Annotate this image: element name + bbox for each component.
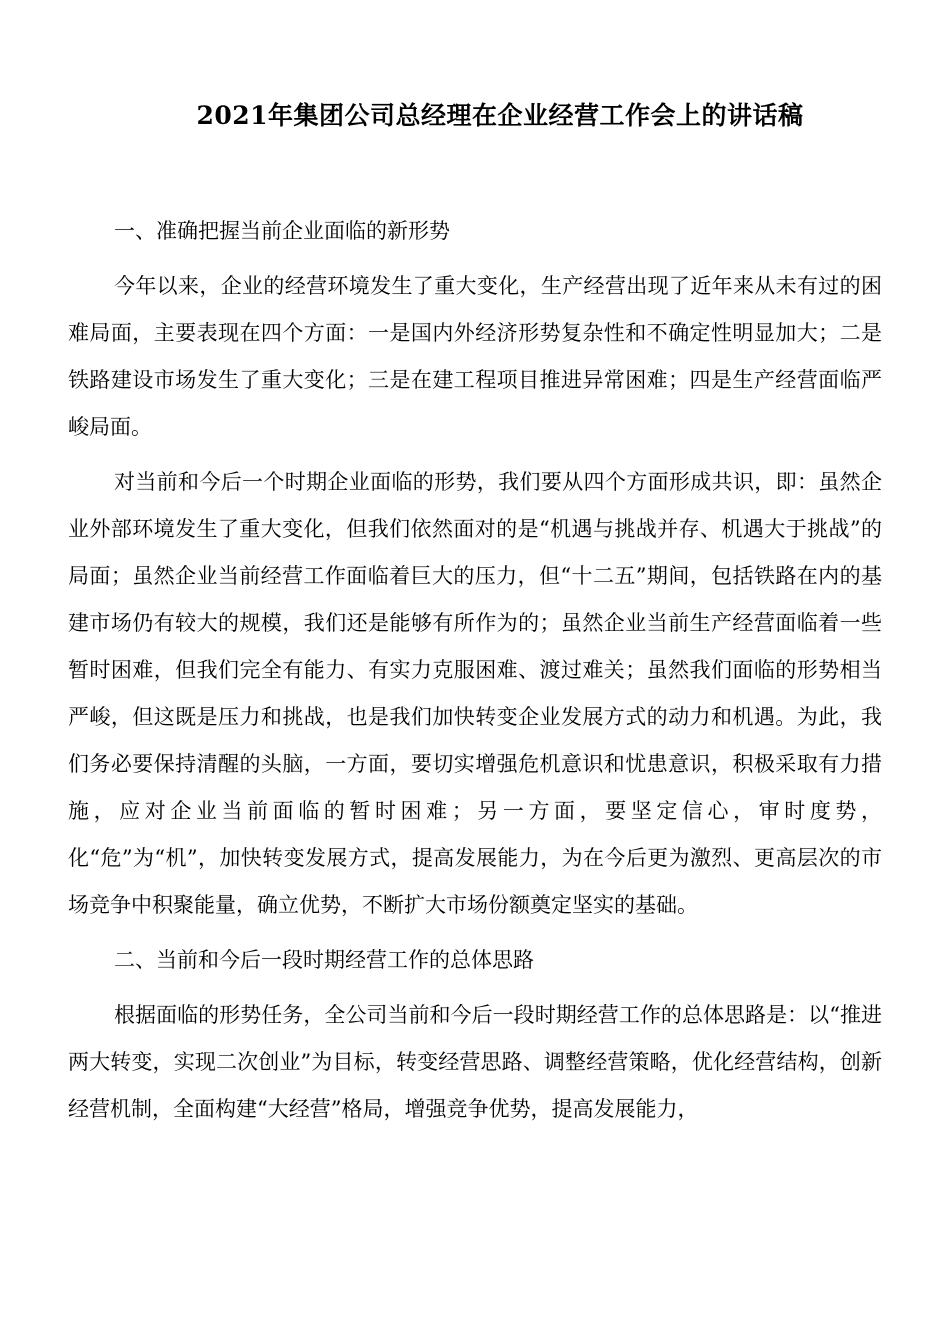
document-body: [68, 208, 882, 1141]
section-1-heading: 一、准确把握当前企业面临的新形势: [114, 219, 450, 243]
document-title: 2021年集团公司总经理在企业经营工作会上的讲话稿: [196, 101, 804, 130]
section-1-paragraph-1: 今年以来，企业的经营环境发生了重大变化，生产经营出现了近年来从未有过的困难局面，主要表现在四个方面：一是国内外经济形势复杂性和不确定性明显加大；二是铁路建设市场发生了重大变化；三是在建工程项目推进异常困难；四是生产经营面临严峻局面。: [68, 274, 882, 439]
section-2-heading: 二、当前和今后一段时期经营工作的总体思路: [114, 948, 534, 972]
section-2-paragraph-1: 根据面临的形势任务，全公司当前和今后一段时期经营工作的总体思路是：以“推进两大转变，实现二次创业”为目标，转变经营思路、调整经营策略，优化经营结构，创新经营机制，全面构建“大经营”格局，增强竞争优势，提高发展能力，: [68, 1003, 882, 1121]
section-1-paragraph-2: 对当前和今后一个时期企业面临的形势，我们要从四个方面形成共识，即：虽然企业外部环境发生了重大变化，但我们依然面对的是“机遇与挑战并存、机遇大于挑战”的局面；虽然企业当前经营工作面临着巨大的压力，但“十二五”期间，包括铁路在内的基建市场仍有较大的规模，我们还是能够有所作为的；虽然企业当前生产经营面临着一些暂时困难，但我们完全有能力、有实力克服困难、渡过难关；虽然我们面临的形势相当严峻，但这既是压力和挑战，也是我们加快转变企业发展方式的动力和机遇。为此，我们务必要保持清醒的头脑，一方面，要切实增强危机意识和忧患意识，积极采取有力措施，应对企业当前面临的暂时困难；另一方面，要坚定信心，审时度势，化“危”为“机”，加快转变发展方式，提高发展能力，为在今后更为激烈、更高层次的市场竞争中积聚能量，确立优势，不断扩大市场份额奠定坚实的基础。: [68, 470, 882, 917]
